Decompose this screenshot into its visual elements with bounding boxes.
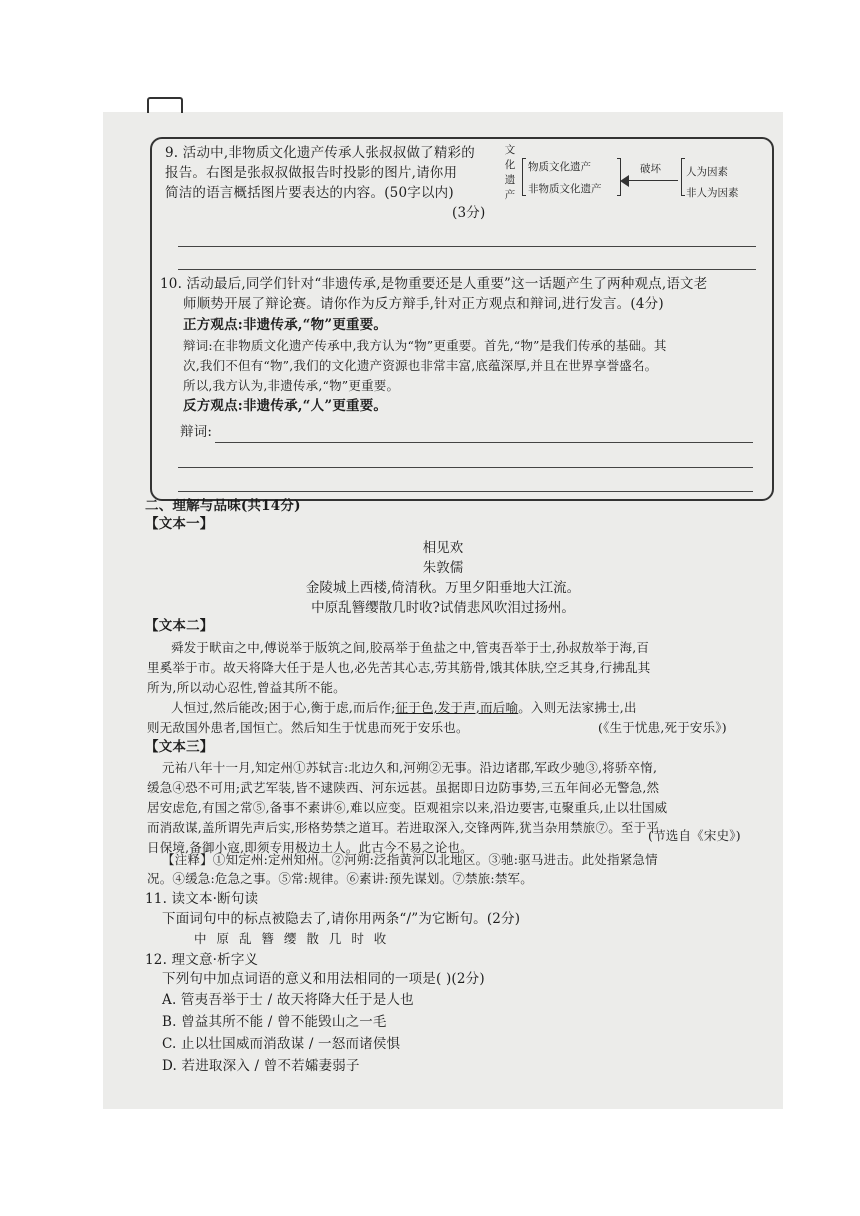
q9-answer-line2[interactable] bbox=[178, 269, 756, 270]
poem-line1: 金陵城上西楼,倚清秋。万里夕阳垂地大江流。 bbox=[305, 580, 581, 596]
q12-instruction: 下列句中加点词语的意义和用法相同的一项是( )(2分) bbox=[162, 971, 485, 987]
text2-line2: 里奚举于市。故天将降大任于是人也,必先苦其心志,劳其筋骨,饿其体肤,空乏其身,行拂乱其 bbox=[147, 660, 651, 675]
left-brace bbox=[522, 158, 526, 196]
poem-title: 相见欢 bbox=[422, 540, 464, 556]
note-line2: 况。④缓急:危急之事。⑤常:规律。⑥素讲:预先谋划。⑦禁旅:禁军。 bbox=[147, 871, 533, 886]
q12-option-d[interactable]: D. 若进取深入 / 曾不若孀妻弱子 bbox=[162, 1058, 360, 1074]
text3-label: 【文本三】 bbox=[145, 739, 214, 755]
text3-source: (节选自《宋史》) bbox=[648, 828, 741, 843]
q9-line1: 9. 活动中,非物质文化遗产传承人张叔叔做了精彩的 bbox=[165, 145, 475, 161]
q10-line2: 师顺势开展了辩论赛。请你作为反方辩手,针对正方观点和辩词,进行发言。(4分) bbox=[183, 296, 664, 312]
q10-debate2: 次,我们不但有“物”,我们的文化遗产资源也非常丰富,底蕴深厚,并且在世界享誉盛名。 bbox=[183, 358, 658, 373]
text3-line3: 居安虑危,有国之常⑤,备事不素讲⑥,难以应变。臣观祖宗以来,沿边要害,屯聚重兵,止以壮国威 bbox=[147, 800, 668, 815]
q10-answer-line2[interactable] bbox=[178, 467, 753, 468]
diagram-item-tangible: 物质文化遗产 bbox=[528, 161, 591, 173]
left-arrow-icon bbox=[626, 180, 678, 181]
right-brace bbox=[681, 158, 685, 196]
diagram-vertical-label: 文化遗产 bbox=[504, 144, 516, 201]
q12-option-b[interactable]: B. 曾益其所不能 / 曾不能毁山之一毛 bbox=[162, 1014, 387, 1030]
diagram-factor-human: 人为因素 bbox=[686, 166, 728, 178]
diagram-factor-nonhuman: 非人为因素 bbox=[686, 187, 739, 199]
text3-line2: 缓急④恐不可用;武艺军装,皆不逮陕西、河东远甚。虽据即日边防事势,三五年间必无警急,然 bbox=[147, 780, 660, 795]
q10-con-view: 反方观点:非遗传承,“人”更重要。 bbox=[183, 398, 388, 414]
q11-instruction: 下面词句中的标点被隐去了,请你用两条“/”为它断句。(2分) bbox=[162, 911, 521, 927]
text2-line1: 舜发于畎亩之中,傅说举于版筑之间,胶鬲举于鱼盐之中,管夷吾举于士,孙叔敖举于海,百 bbox=[171, 640, 650, 655]
q9-answer-line1[interactable] bbox=[178, 246, 756, 247]
q10-answer-line1[interactable] bbox=[215, 442, 753, 443]
q9-line3: 简洁的语言概括图片要表达的内容。(50字以内) bbox=[165, 185, 454, 201]
text2-line4: 人恒过,然后能改;困于心,衡于虑,而后作;征于色,发于声,而后喻。入则无法家拂士,出 bbox=[171, 700, 637, 715]
poem-author: 朱敦儒 bbox=[422, 560, 464, 576]
text3-line5: 日保境,备御小寇,即须专用极边土人。此古今不易之论也。 bbox=[147, 840, 473, 855]
q12-title: 12. 理文意·析字义 bbox=[145, 952, 259, 968]
q10-answer-line3[interactable] bbox=[178, 491, 753, 492]
note-line1: 【注释】①知定州:定州知州。②河朔:泛指黄河以北地区。③驰:驱马进击。此处指紧急情 bbox=[162, 852, 658, 867]
text2-line3: 所为,所以动心忍性,曾益其所不能。 bbox=[147, 680, 346, 695]
q10-debate1: 辩词:在非物质文化遗产传承中,我方认为“物”更重要。首先,“物”是我们传承的基础。其 bbox=[183, 338, 667, 353]
section2-title: 二、理解与品味(共14分) bbox=[145, 498, 301, 514]
q11-title: 11. 读文本·断句读 bbox=[145, 891, 259, 907]
text2-source: (《生于忧患,死于安乐》) bbox=[598, 720, 727, 735]
diagram-arrow-label: 破坏 bbox=[640, 163, 661, 175]
text2-line5: 则无敌国外患者,国恒亡。然后知生于忧患而死于安乐也。 bbox=[147, 720, 469, 735]
arrow-head-icon bbox=[620, 175, 629, 187]
underlined-phrase: 征于色,发于声,而后喻 bbox=[395, 700, 519, 715]
text3-line4: 而消敌谋,盖所谓先声后实,形格势禁之道耳。若进取深入,交锋两阵,犹当杂用禁旅⑦。至于平 bbox=[147, 820, 659, 835]
poem-line2: 中原乱簪缨散几时收?试倩悲风吹泪过扬州。 bbox=[311, 600, 575, 616]
text2-label: 【文本二】 bbox=[145, 618, 214, 634]
text1-label: 【文本一】 bbox=[145, 516, 214, 532]
q11-sentence[interactable]: 中 原 乱 簪 缨 散 几 时 收 bbox=[194, 931, 390, 946]
q9-line2: 报告。右图是张叔叔做报告时投影的图片,请你用 bbox=[165, 165, 458, 181]
diagram-item-intangible: 非物质文化遗产 bbox=[528, 183, 602, 195]
q10-debate3: 所以,我方认为,非遗传承,“物”更重要。 bbox=[183, 378, 400, 393]
q9-score: (3分) bbox=[452, 205, 486, 221]
q12-option-c[interactable]: C. 止以壮国威而消敌谋 / 一怒而诸侯惧 bbox=[162, 1036, 401, 1052]
q10-line1: 10. 活动最后,同学们针对“非遗传承,是物重要还是人重要”这一话题产生了两种观点,语文老 bbox=[160, 276, 708, 292]
text3-line1: 元祐八年十一月,知定州①苏轼言:北边久和,河朔②无事。沿边诸郡,军政少驰③,将骄卒惰, bbox=[162, 760, 658, 775]
q12-option-a[interactable]: A. 管夷吾举于士 / 故天将降大任于是人也 bbox=[162, 992, 414, 1008]
q10-pro-view: 正方观点:非遗传承,“物”更重要。 bbox=[183, 317, 388, 333]
page-corner-mark bbox=[147, 97, 183, 113]
q10-answer-label: 辩词: bbox=[180, 424, 213, 440]
